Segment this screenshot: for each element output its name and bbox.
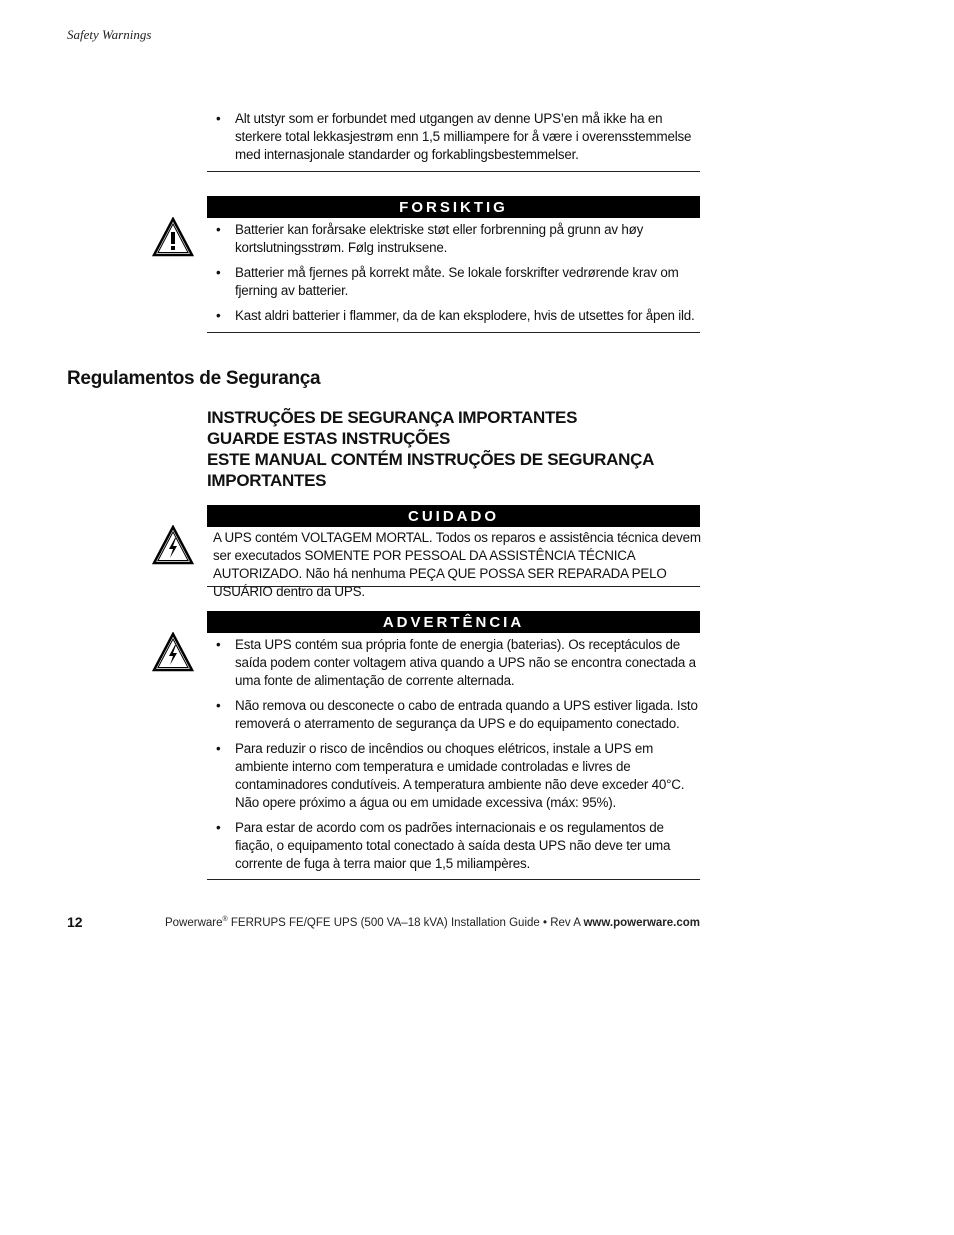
footer-website: www.powerware.com	[583, 916, 700, 929]
cuidado-banner: CUIDADO	[207, 505, 700, 527]
important-line: IMPORTANTES	[207, 471, 327, 490]
running-header: Safety Warnings	[67, 27, 152, 42]
important-line: INSTRUÇÕES DE SEGURANÇA IMPORTANTES	[207, 408, 578, 427]
forsiktig-banner: FORSIKTIG	[207, 196, 700, 218]
list-item: • Esta UPS contém sua própria fonte de energia (baterias). Os receptáculos de saída podem conter voltagem ativa quando a UPS não se encontra conectada a uma fonte de alimentação de corrente alternada.	[207, 636, 700, 690]
footer-brand: Powerware	[164, 916, 223, 929]
divider	[207, 332, 700, 333]
divider	[207, 586, 700, 587]
electric-shock-warning-icon	[152, 525, 194, 565]
important-line: GUARDE ESTAS INSTRUÇÕES	[207, 429, 451, 448]
list-item: • Para estar de acordo com os padrões internacionais e os regulamentos de fiação, o equipamento total conectado à saída desta UPS não deve ter uma corrente de fuga à terra maior que 1,5 miliampères.	[207, 819, 700, 873]
forsiktig-bullets	[207, 221, 700, 332]
page-number: 12	[67, 914, 83, 930]
footer-text	[165, 916, 700, 929]
intro-bullets	[207, 110, 700, 171]
cuidado-text: A UPS contém VOLTAGEM MORTAL. Todos os reparos e assistência técnica devem ser executados SOMENTE POR PESSOAL DA ASSISTÊNCIA TÉCNICA AUTORIZADO. Não há nenhuma PEÇA QUE POSSA SER REPARADA PELO USUÁRIO dentro da UPS.	[213, 530, 701, 599]
list-item: • Batterier må fjernes på korrekt måte. Se lokale forskrifter vedrørende krav om fjerning av batterier.	[207, 264, 700, 300]
list-item: • Kast aldri batterier i flammer, da de kan eksplodere, hvis de utsettes for åpen ild.	[207, 307, 700, 325]
divider	[207, 171, 700, 172]
divider	[207, 879, 700, 880]
electric-shock-warning-icon	[152, 632, 194, 672]
list-item: • Não remova ou desconecte o cabo de entrada quando a UPS estiver ligada. Isto removerá o aterramento de segurança da UPS e do equipamento conectado.	[207, 697, 700, 733]
footer-guide-text: FERRUPS FE/QFE UPS (500 VA–18 kVA) Installation Guide • Rev A	[227, 916, 584, 929]
section-title: Regulamentos de Segurança	[67, 368, 321, 389]
list-item: • Alt utstyr som er forbundet med utgangen av denne UPS’en må ikke ha en sterkere total lekkasjestrøm enn 1,5 milliampere for å være i overensstemmelse med internasjonale standarder og forkablingsbestemmelser.	[207, 110, 700, 164]
list-item: • Batterier kan forårsake elektriske støt eller forbrenning på grunn av høy kortslutningsstrøm. Følg instruksene.	[207, 221, 700, 257]
important-instructions	[207, 407, 700, 491]
exclamation-warning-icon	[152, 217, 194, 257]
important-line: ESTE MANUAL CONTÉM INSTRUÇÕES DE SEGURANÇA	[207, 450, 655, 469]
advertencia-banner: ADVERTÊNCIA	[207, 611, 700, 633]
list-item: • Para reduzir o risco de incêndios ou choques elétricos, instale a UPS em ambiente interno com temperatura e umidade controladas e livres de contaminadores condutíveis. A temperatura ambiente não deve exceder 40°C. Não opere próximo a água ou em umidade excessiva (máx: 95%).	[207, 740, 700, 812]
advertencia-bullets	[207, 636, 700, 880]
registered-mark: ®	[222, 916, 228, 923]
